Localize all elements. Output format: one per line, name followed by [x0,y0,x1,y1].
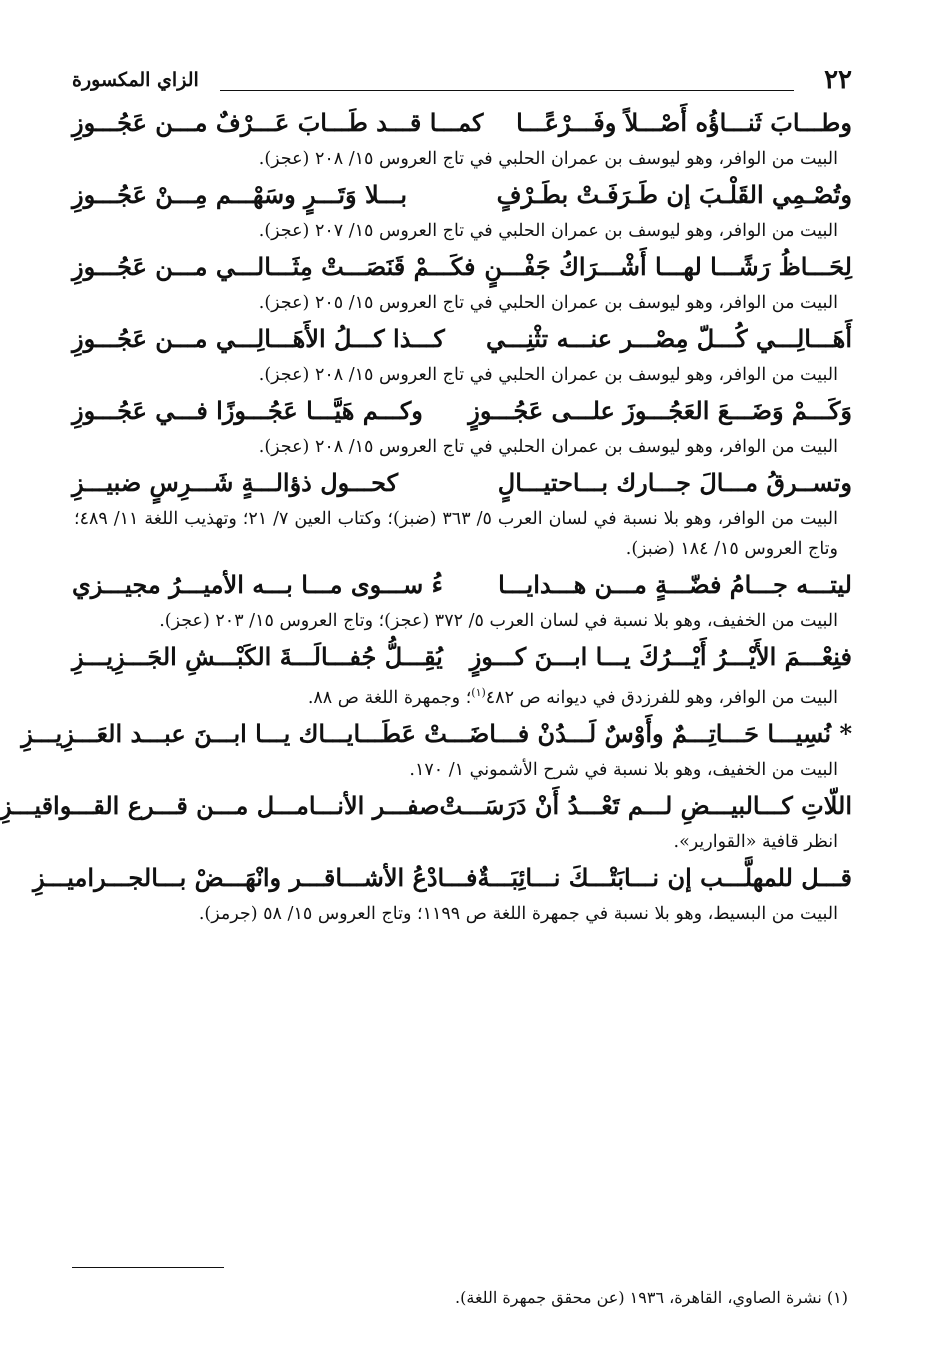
verse-note [72,288,852,318]
verse-note-text: البيت من الوافر، وهو ليوسف بن عمران الحلبي في تاج العروس ١٥/ ٢٠٨ (عجز). [258,149,838,169]
verse-first-hemistich: وطـــابَ ثَنـــاؤُه أَصْـــلاً وفَـــرْعًـــا [516,108,852,137]
verse-note [72,504,852,564]
running-title: الزاي المكسورة [72,69,199,91]
verse-entry [72,318,852,390]
verse-note-text: البيت من الوافر، وهو للفرزدق في ديوانه ص ٤٨٢ [485,687,838,708]
verse-note-text: البيت من الوافر، وهو بلا نسبة في لسان العرب ٥/ ٣٦٣ (ضبز)؛ وكتاب العين ٧/ ٢١؛ وتهذيب اللغة ١١/ ٤٨٩؛ وتاج العروس ١٥/ ١٨٤ (ضبز). [74,509,838,559]
verse-entry [72,636,852,713]
verse-first-hemistich: قـــل للمهلَّـــب إن نـــابَتْـــكَ نـــائِبَـــةٌ [477,862,852,892]
verse-note-text: البيت من الخفيف، وهو بلا نسبة في شرح الأشموني ١/ ١٧٠. [409,759,838,780]
verse-second-hemistich: كحـــول ذؤالـــةٍ شَـــرِسٍ ضبيـــزِ [72,468,399,497]
footnote: (١) نشرة الصاوي، القاهرة، ١٩٣٦ (عن محقق جمهرة اللغة). [455,1288,848,1307]
verse-second-hemistich: ضَـــتْ عَطَـــايـــاك يـــا ابـــنَ عبـــد العَـــزِيـــزِ [21,718,490,748]
footnote-separator [72,1267,224,1268]
verse-note [72,827,852,857]
verse-entry [72,390,852,462]
verse-entry [72,174,852,246]
verse-note [72,606,852,636]
verse-second-hemistich: صفـــر الأنـــامـــل مـــن قـــرع القـــواقيـــزِ [0,790,440,820]
verse-line [72,174,852,216]
verse-note [72,216,852,246]
verse-note-text: البيت من الخفيف، وهو بلا نسبة في لسان العرب ٥/ ٣٧٢ (عجز)؛ وتاج العروس ١٥/ ٢٠٣ (عجز). [159,611,838,631]
verse-entry [72,564,852,636]
verse-note-text: البيت من الوافر، وهو ليوسف بن عمران الحلبي في تاج العروس ١٥/ ٢٠٧ (عجز). [258,221,838,241]
page-header [72,62,852,102]
verse-second-hemistich: فـــادْعُ الأشـــاقـــر وانْهَـــضْ بـــالجـــراميـــزِ [32,862,478,892]
verse-entry [72,246,852,318]
verse-line [72,636,852,678]
verse-entry [72,102,852,174]
verse-line [72,318,852,360]
verse-note [72,678,852,713]
verse-note-text: البيت من الوافر، وهو ليوسف بن عمران الحلبي في تاج العروس ١٥/ ٢٠٨ (عجز). [258,437,838,457]
verse-line [32,857,852,899]
verse-note-text: ؛ وجمهرة اللغة ص ٨٨. [307,687,472,708]
verse-line [72,246,852,288]
verse-note-text: انظر قافية «القوارير». [673,831,838,852]
verse-first-hemistich: لِحَـــاظُ رَشًـــا لهـــا أَشْـــرَاكُ جَفْـــنٍ [484,252,852,281]
verse-note [72,144,852,174]
footnote-marker[interactable]: (١) [471,686,486,699]
verse-line [72,564,852,606]
header-rule [220,90,794,91]
verse-first-hemistich: وتســرقُ مـــالَ جـــارك بـــاحتيـــالٍ [497,468,852,497]
verse-entry [72,462,852,564]
verse-second-hemistich: يُقِـــلُّ جُفـــالَـــةَ الكَبْـــشِ الجَـــزِيـــزِ [72,642,443,671]
verse-second-hemistich: كمـــا قـــد طَـــابَ عَـــرْفٌ مـــن عَجُـــوزِ [72,108,484,137]
verse-first-hemistich: فنِعْـــمَ الأَيْـــرُ أَيْـــرُكَ يـــا ابـــنَ كـــوزٍ [469,642,852,671]
verse-second-hemistich: كـــذا كـــلُ الأَهَـــالِـــي مـــن عَجُـــوزِ [72,324,445,353]
verse-line [72,102,852,144]
verse-note-text: البيت من البسيط، وهو بلا نسبة في جمهرة اللغة ص ١١٩٩؛ وتاج العروس ١٥/ ٥٨ (جرمز). [198,903,838,924]
verse-entry [0,785,852,857]
verse-second-hemistich: وكـــم هَيَّـــا عَجُـــوزًا فـــي عَجُـــوزِ [72,396,423,425]
verse-note-text: البيت من الوافر، وهو ليوسف بن عمران الحلبي في تاج العروس ١٥/ ٢٠٨ (عجز). [258,365,838,385]
verse-first-hemistich: أَهَـــالِـــي كُـــلّ مِصْـــر عنـــه تثْنِـــي [485,324,852,353]
verse-second-hemistich: ءُ ســـوى مـــا بـــه الأميـــرُ مجيـــزي [72,570,443,599]
page-body [0,62,852,929]
verse-list [0,102,852,929]
verse-first-hemistich: وَكَـــمْ وَضَـــعَ العَجُـــوزَ علـــى عَجُـــوزٍ [468,396,852,425]
verse-line [72,390,852,432]
verse-note-text: البيت من الوافر، وهو ليوسف بن عمران الحلبي في تاج العروس ١٥/ ٢٠٥ (عجز). [258,293,838,313]
verse-entry [32,857,852,929]
verse-line [72,462,852,504]
verse-note [72,755,852,785]
verse-first-hemistich: ليتـــه جـــامُ فضّـــةٍ مـــن هـــدايـــا [498,570,852,599]
verse-note [72,899,852,929]
verse-line [21,713,852,755]
verse-note [72,432,852,462]
verse-first-hemistich: * نُسِيـــا حَـــاتِـــمٌ وأَوْسٌ لَـــدُنْ فـــا [489,718,852,748]
page-number: ٢٢ [824,65,852,95]
verse-note [72,360,852,390]
verse-second-hemistich: بـــلا وَتَـــرٍ وسَهْـــم مِـــنْ عَجُـــوزِ [72,180,408,209]
verse-second-hemistich: فكَـــمْ قَنَصَـــتْ مِثَـــالـــي مـــن عَجُـــوزِ [72,252,476,281]
verse-first-hemistich: اللّاتِ كـــالبيـــضِ لـــم تَعْـــدُ أَنْ دَرَسَـــتْ [439,790,852,820]
verse-entry [21,713,852,785]
verse-first-hemistich: وتُصْـمِي القَلْـبَ إن طَـرَفَـتْ بطَـرْفٍ [496,180,852,209]
verse-line [0,785,852,827]
